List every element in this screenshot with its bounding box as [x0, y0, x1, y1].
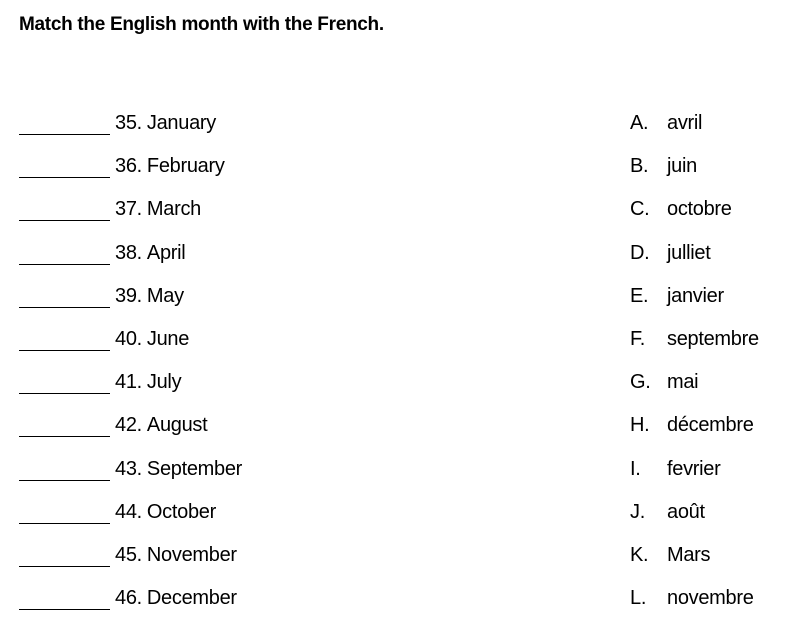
french-month: janvier — [667, 284, 724, 307]
question-item — [19, 242, 439, 285]
answer-option — [630, 501, 800, 544]
answer-option — [630, 544, 800, 587]
answer-blank[interactable] — [19, 198, 110, 221]
question-item — [19, 414, 439, 457]
question-item — [19, 458, 439, 501]
question-item — [19, 587, 439, 630]
answer-option — [630, 371, 800, 414]
answer-option — [630, 155, 800, 198]
answer-blank[interactable] — [19, 155, 110, 178]
question-item — [19, 501, 439, 544]
answer-blank[interactable] — [19, 112, 110, 135]
english-month: April — [146, 241, 186, 264]
english-month: January — [146, 112, 216, 134]
option-letter: F. — [630, 327, 645, 350]
french-month: novembre — [667, 587, 754, 610]
answer-blank[interactable] — [19, 458, 110, 481]
answer-option — [630, 458, 800, 501]
answer-option — [630, 328, 800, 371]
question-number: 38. — [115, 241, 142, 264]
option-letter: I. — [630, 457, 641, 480]
question-item — [19, 155, 439, 198]
option-letter: A. — [630, 112, 649, 134]
english-month: December — [146, 587, 237, 610]
answer-blank[interactable] — [19, 587, 110, 610]
question-number: 41. — [115, 371, 142, 394]
english-month: August — [146, 414, 208, 437]
answer-option — [630, 112, 800, 155]
answer-blank[interactable] — [19, 242, 110, 265]
question-number: 36. — [115, 155, 142, 178]
english-month: June — [146, 327, 190, 350]
english-month: October — [146, 500, 216, 523]
option-letter: B. — [630, 155, 649, 178]
french-month: octobre — [667, 198, 732, 221]
french-month: avril — [667, 112, 703, 134]
french-month: décembre — [667, 414, 754, 437]
english-months-list — [19, 112, 439, 630]
question-item — [19, 328, 439, 371]
option-letter: H. — [630, 414, 650, 437]
french-month: août — [667, 500, 705, 523]
answer-option — [630, 198, 800, 241]
answer-blank[interactable] — [19, 501, 110, 524]
french-months-list — [630, 112, 800, 630]
answer-blank[interactable] — [19, 285, 110, 308]
question-number: 45. — [115, 543, 142, 566]
answer-blank[interactable] — [19, 414, 110, 437]
question-number: 39. — [115, 284, 142, 307]
option-letter: E. — [630, 284, 649, 307]
english-month: September — [146, 457, 243, 480]
french-month: septembre — [667, 327, 759, 350]
english-month: May — [146, 284, 184, 307]
french-month: julliet — [667, 241, 711, 264]
english-month: July — [146, 371, 182, 394]
question-number: 37. — [115, 198, 142, 221]
question-number: 43. — [115, 457, 142, 480]
answer-blank[interactable] — [19, 544, 110, 567]
question-item — [19, 371, 439, 414]
question-number: 35. — [115, 112, 142, 134]
option-letter: C. — [630, 198, 650, 221]
answer-option — [630, 242, 800, 285]
option-letter: K. — [630, 543, 649, 566]
question-item — [19, 112, 439, 155]
french-month: juin — [667, 155, 697, 178]
question-number: 46. — [115, 587, 142, 610]
french-month: mai — [667, 371, 699, 394]
answer-option — [630, 587, 800, 630]
answer-option — [630, 414, 800, 457]
question-number: 44. — [115, 500, 142, 523]
option-letter: D. — [630, 241, 650, 264]
question-number: 40. — [115, 327, 142, 350]
question-item — [19, 198, 439, 241]
english-month: November — [146, 543, 237, 566]
answer-option — [630, 285, 800, 328]
question-item — [19, 285, 439, 328]
english-month: February — [146, 155, 225, 178]
question-item — [19, 544, 439, 587]
instructions-heading: Match the English month with the French. — [19, 14, 384, 35]
french-month: Mars — [667, 543, 711, 566]
answer-blank[interactable] — [19, 328, 110, 351]
option-letter: G. — [630, 371, 651, 394]
english-month: March — [146, 198, 201, 221]
answer-blank[interactable] — [19, 371, 110, 394]
option-letter: L. — [630, 587, 647, 610]
question-number: 42. — [115, 414, 142, 437]
french-month: fevrier — [667, 457, 721, 480]
option-letter: J. — [630, 500, 645, 523]
